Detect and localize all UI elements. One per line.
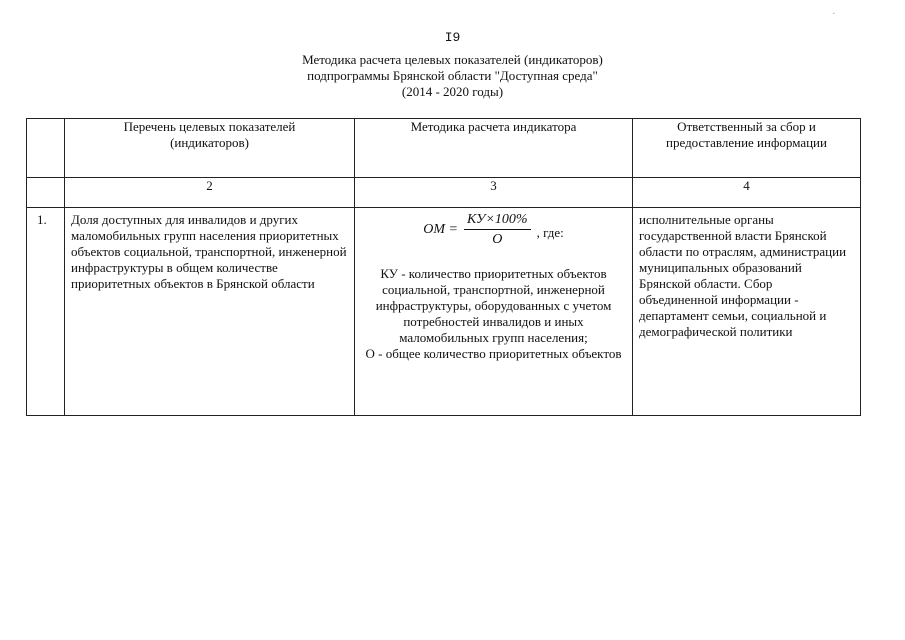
table-row <box>27 208 861 416</box>
title-line-2: подпрограммы Брянской области "Доступная среда" <box>307 68 598 83</box>
title-line-1: Методика расчета целевых показателей (индикаторов) <box>302 52 603 67</box>
header-cell-indicator <box>65 119 355 178</box>
indicator-name: Доля доступных для инвалидов и других маломобильных групп населения приоритетных объектов социальной, транспортной, инженерной инфраструктуры в общем количестве приоритетных объектов в Брянской области <box>65 208 355 416</box>
header-responsible-label: Ответственный за сбор и предоставление информации <box>666 119 827 150</box>
formula-tail: , где: <box>536 225 564 240</box>
formula-denominator: О <box>492 232 503 247</box>
row-index: 1. <box>27 208 65 416</box>
header-cell-responsible <box>633 119 861 178</box>
table-header-row <box>27 119 861 178</box>
page-number: I9 <box>444 30 461 45</box>
column-number-cell-1 <box>27 178 65 208</box>
column-number-cell-2: 2 <box>65 178 355 208</box>
document-title <box>0 52 905 100</box>
title-line-3: (2014 - 2020 годы) <box>401 84 504 99</box>
formula <box>355 212 632 248</box>
header-cell-index <box>27 119 65 178</box>
formula-fraction <box>464 212 531 248</box>
formula-numerator: КУ×100% <box>464 212 531 230</box>
header-indicator-label: Перечень целевых показателей (индикаторов) <box>123 119 296 150</box>
column-number-cell-3: 3 <box>355 178 633 208</box>
indicators-table <box>26 118 861 416</box>
responsible-cell: исполнительные органы государственной власти Брянской области по отраслям, администрации муниципальных образований Брянской области. Сбор объединенной информации - департамент семьи, социальной и демографической политики <box>633 208 861 416</box>
header-method-label: Методика расчета индикатора <box>410 119 577 134</box>
method-cell <box>355 208 633 416</box>
formula-lhs: ОМ = <box>423 222 458 237</box>
method-description-o: О - общее количество приоритетных объектов <box>365 346 622 361</box>
column-number-row <box>27 178 861 208</box>
column-number-cell-4: 4 <box>633 178 861 208</box>
corner-mark: . <box>832 6 835 17</box>
header-cell-method <box>355 119 633 178</box>
method-description-ku: КУ - количество приоритетных объектов социальной, транспортной, инженерной инфраструктуры, оборудованных с учетом потребностей инвалидов и иных маломобильных групп населения; <box>375 266 612 345</box>
